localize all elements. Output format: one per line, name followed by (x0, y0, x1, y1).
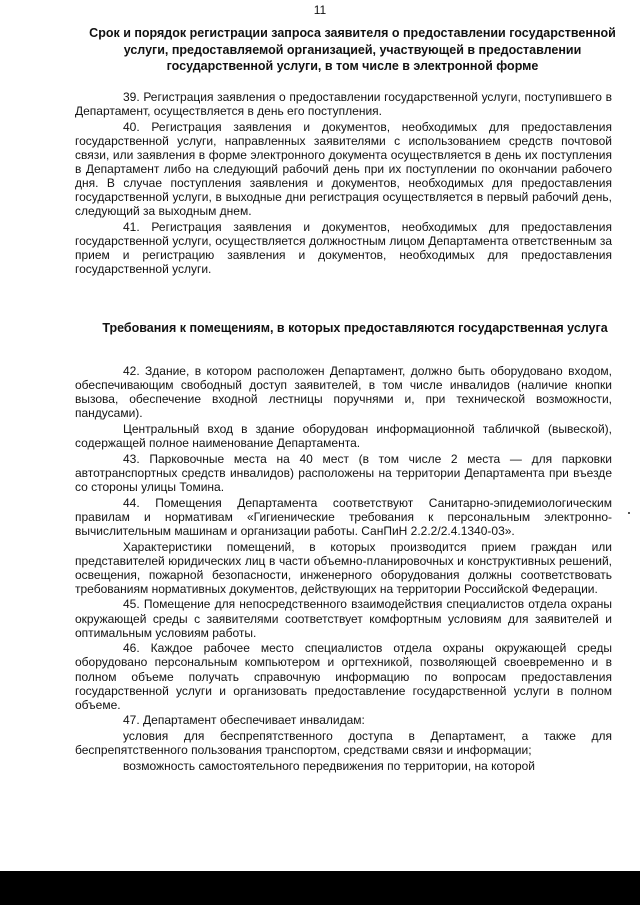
paragraph-central-entrance: Центральный вход в здание оборудован информационной табличкой (вывеской), содержащей полное наименование Департамента. (75, 421, 612, 451)
paragraph-41: 41. Регистрация заявления и документов, необходимых для предоставления государственной услуги, осуществляется должностным лицом Департамента ответственным за прием и регистрацию заявления и документов, необходимых для предоставления государственной услуги. (75, 220, 612, 277)
section-title-registration: Срок и порядок регистрации запроса заявителя о предоставлении государственной услуги, предоставляемой организацией, участвующей в предоставлении государственной услуги, в том числе в электронной форме (89, 26, 616, 73)
paragraph-42: 42. Здание, в котором расположен Департамент, должно быть оборудовано входом, обеспечивающим свободный доступ заявителей, в том числе инвалидов (наличие кнопки вызова, обеспечение входной лестницы поручнями и, при технической возможности, пандусами). (75, 364, 612, 421)
scan-edge-bar (0, 871, 640, 905)
section-body-premises (75, 364, 612, 775)
paragraph-47: 47. Департамент обеспечивает инвалидам: (123, 713, 365, 728)
section-title-premises: Требования к помещениям, в которых предоставляются государственная услуга (102, 321, 608, 335)
paragraph-47-conditions: условия для беспрепятственного доступа в Департамент, а также для беспрепятственного пользования транспортом, средствами связи и информации; (75, 729, 612, 758)
paragraph-47-movement: возможность самостоятельного передвижения по территории, на которой (123, 758, 536, 773)
paragraph-45: 45. Помещение для непосредственного взаимодействия специалистов отдела охраны окружающей среды с заявителями соответствует комфортным условиям для заявителей и оптимальным условиям работы. (75, 597, 612, 640)
paragraph-39: 39. Регистрация заявления о предоставлении государственной услуги, поступившего в Департамент, осуществляется в день его поступления. (75, 90, 612, 119)
paragraph-43: 43. Парковочные места на 40 мест (в том числе 2 места — для парковки автотранспортных средств инвалидов) расположены на территории Департамента при въезде со стороны улицы Томина. (75, 451, 612, 494)
page-number: 11 (313, 3, 327, 17)
scan-speck (628, 512, 630, 514)
paragraph-44: 44. Помещения Департамента соответствуют Санитарно-эпидемиологическим правилам и нормативам «Гигиенические требования к персональным электронно-вычислительным машинам и организации работы. СанПиН 2.2.2/2.4.1340-03». (75, 495, 612, 538)
section-body-registration (75, 90, 612, 278)
paragraph-46: 46. Каждое рабочее место специалистов отдела охраны окружающей среды оборудовано персональным компьютером и оргтехникой, позволяющей своевременно и в полном объеме получать справочную информацию по вопросам предоставления государственной услуги и организовать предоставление государственной услуги в полном объеме. (75, 641, 612, 712)
paragraph-40: 40. Регистрация заявления и документов, необходимых для предоставления государственной услуги, направленных заявителями с использованием средств почтовой связи, или заявления в форме электронного документа осуществляется в день их поступления в Департамент либо на следующий рабочий день при их поступлении по окончании рабочего дня. В случае поступления заявления и документов, необходимых для предоставления государственной услуги, в выходные дни регистрация осуществляется в первый рабочий день, следующий за выходным днем. (75, 119, 612, 219)
paragraph-premises-characteristics: Характеристики помещений, в которых производится прием граждан или представителей юридических лиц в части объемно-планировочных и конструктивных решений, освещения, пожарной безопасности, инженерного оборудования должны соответствовать требованиям нормативных документов, действующих на территории Российской Федерации. (75, 539, 612, 596)
